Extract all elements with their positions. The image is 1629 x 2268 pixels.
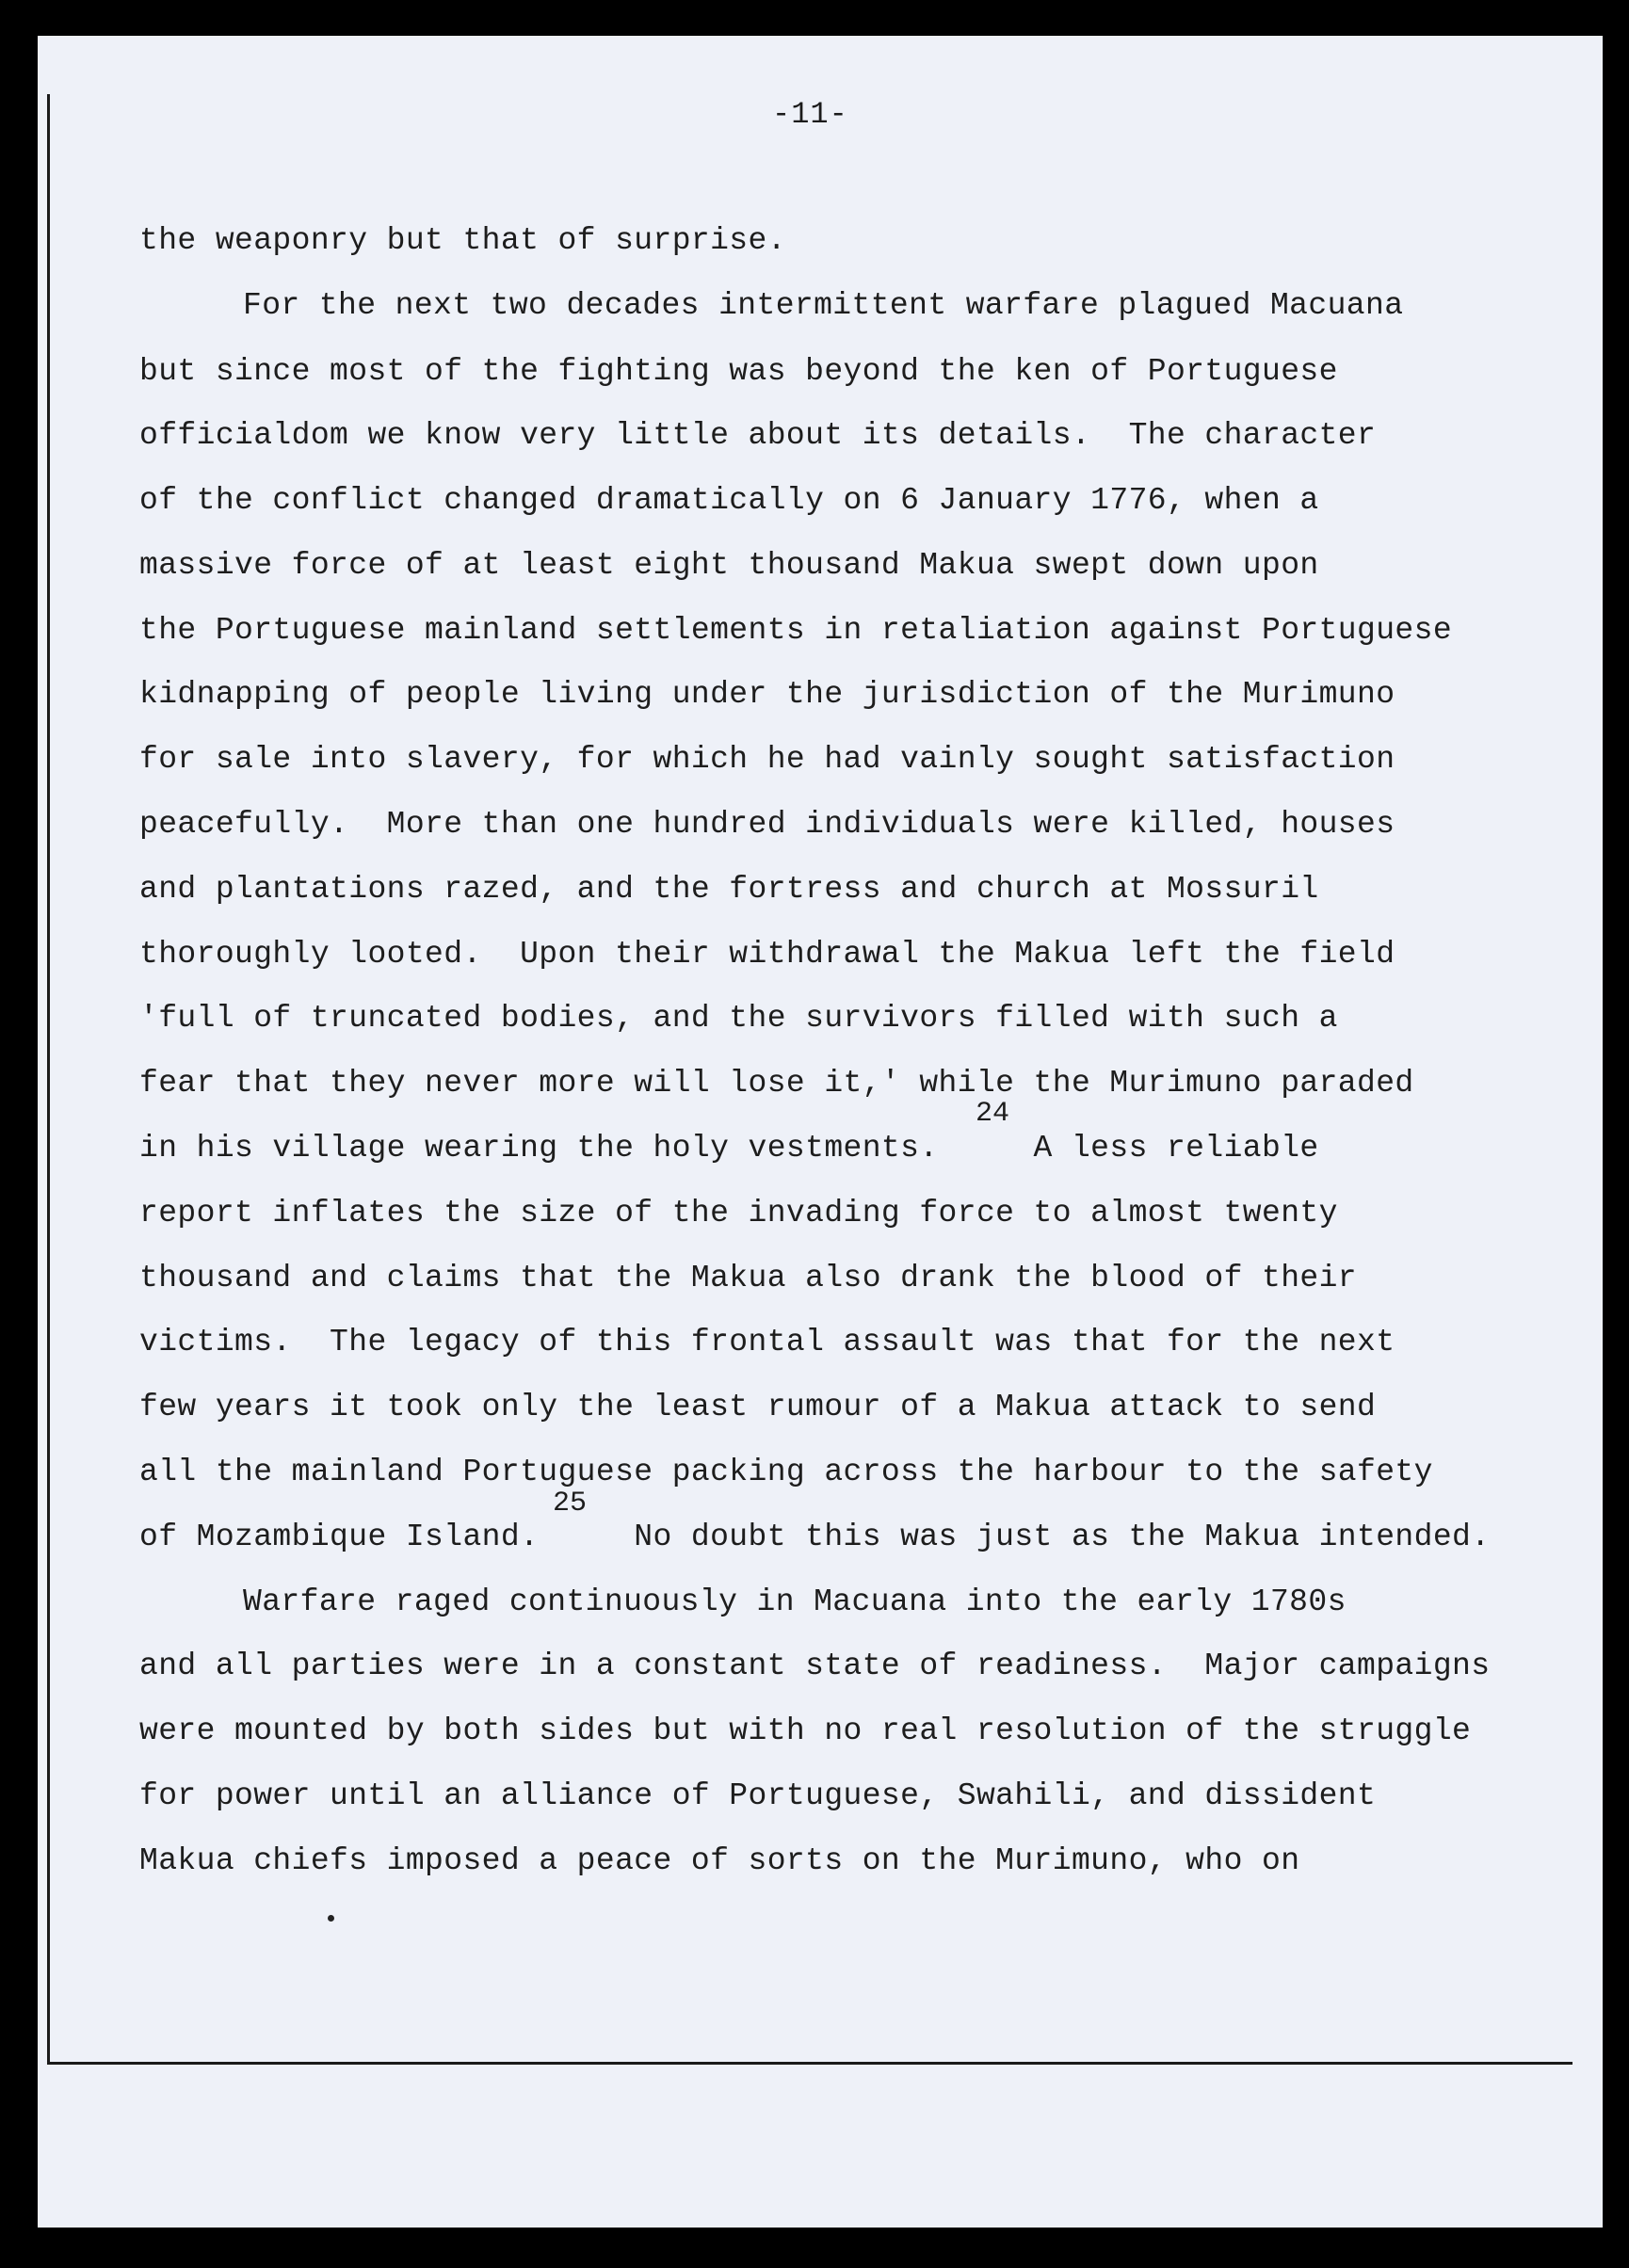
text-line: Makua chiefs imposed a peace of sorts on the Murimuno, who on — [139, 1843, 1300, 1878]
footnote-marker-24: 24 — [976, 1098, 1010, 1130]
text-line: in his village wearing the holy vestments. A less reliable — [139, 1131, 1319, 1166]
text-line: but since most of the fighting was beyond the ken of Portuguese — [139, 354, 1338, 389]
text-line: thoroughly looted. Upon their withdrawal the Makua left the field — [139, 937, 1395, 972]
text-line: for power until an alliance of Portuguese, Swahili, and dissident — [139, 1778, 1377, 1813]
text-line: peacefully. More than one hundred individuals were killed, houses — [139, 807, 1395, 842]
text-line: kidnapping of people living under the jurisdiction of the Murimuno — [139, 677, 1395, 712]
text-line: the weaponry but that of surprise. — [139, 223, 786, 258]
text-line: few years it took only the least rumour of a Makua attack to send — [139, 1390, 1377, 1424]
text-line: officialdom we know very little about its details. The character — [139, 418, 1377, 453]
text-line: of the conflict changed dramatically on 6 January 1776, when a — [139, 483, 1319, 518]
text-line: of Mozambique Island. No doubt this was just as the Makua intended. — [139, 1520, 1491, 1554]
text-line: thousand and claims that the Makua also drank the blood of their — [139, 1261, 1358, 1295]
text-line: were mounted by both sides but with no real resolution of the struggle — [139, 1713, 1472, 1748]
text-line: victims. The legacy of this frontal assault was that for the next — [139, 1325, 1395, 1359]
text-line: and plantations razed, and the fortress and church at Mossuril — [139, 872, 1319, 907]
text-line: massive force of at least eight thousand Makua swept down upon — [139, 548, 1319, 583]
text-line: 'full of truncated bodies, and the survivors filled with such a — [139, 1001, 1338, 1036]
bottom-rule — [47, 2062, 1573, 2065]
text-line: the Portuguese mainland settlements in retaliation against Portuguese — [139, 613, 1453, 648]
paragraph-start-line: For the next two decades intermittent warfare plagued Macuana — [243, 288, 1404, 323]
ink-dot — [328, 1915, 334, 1922]
text-line: for sale into slavery, for which he had vainly sought satisfaction — [139, 742, 1395, 777]
text-line: report inflates the size of the invading force to almost twenty — [139, 1196, 1338, 1231]
paragraph-start-line: Warfare raged continuously in Macuana into the early 1780s — [243, 1584, 1347, 1619]
page-number: -11- — [772, 97, 848, 132]
left-margin-rule — [47, 94, 50, 2064]
text-line: and all parties were in a constant state of readiness. Major campaigns — [139, 1649, 1491, 1683]
footnote-marker-25: 25 — [553, 1488, 588, 1520]
text-line: fear that they never more will lose it,' while the Murimuno paraded — [139, 1066, 1414, 1101]
text-line: all the mainland Portuguese packing across the harbour to the safety — [139, 1455, 1433, 1489]
